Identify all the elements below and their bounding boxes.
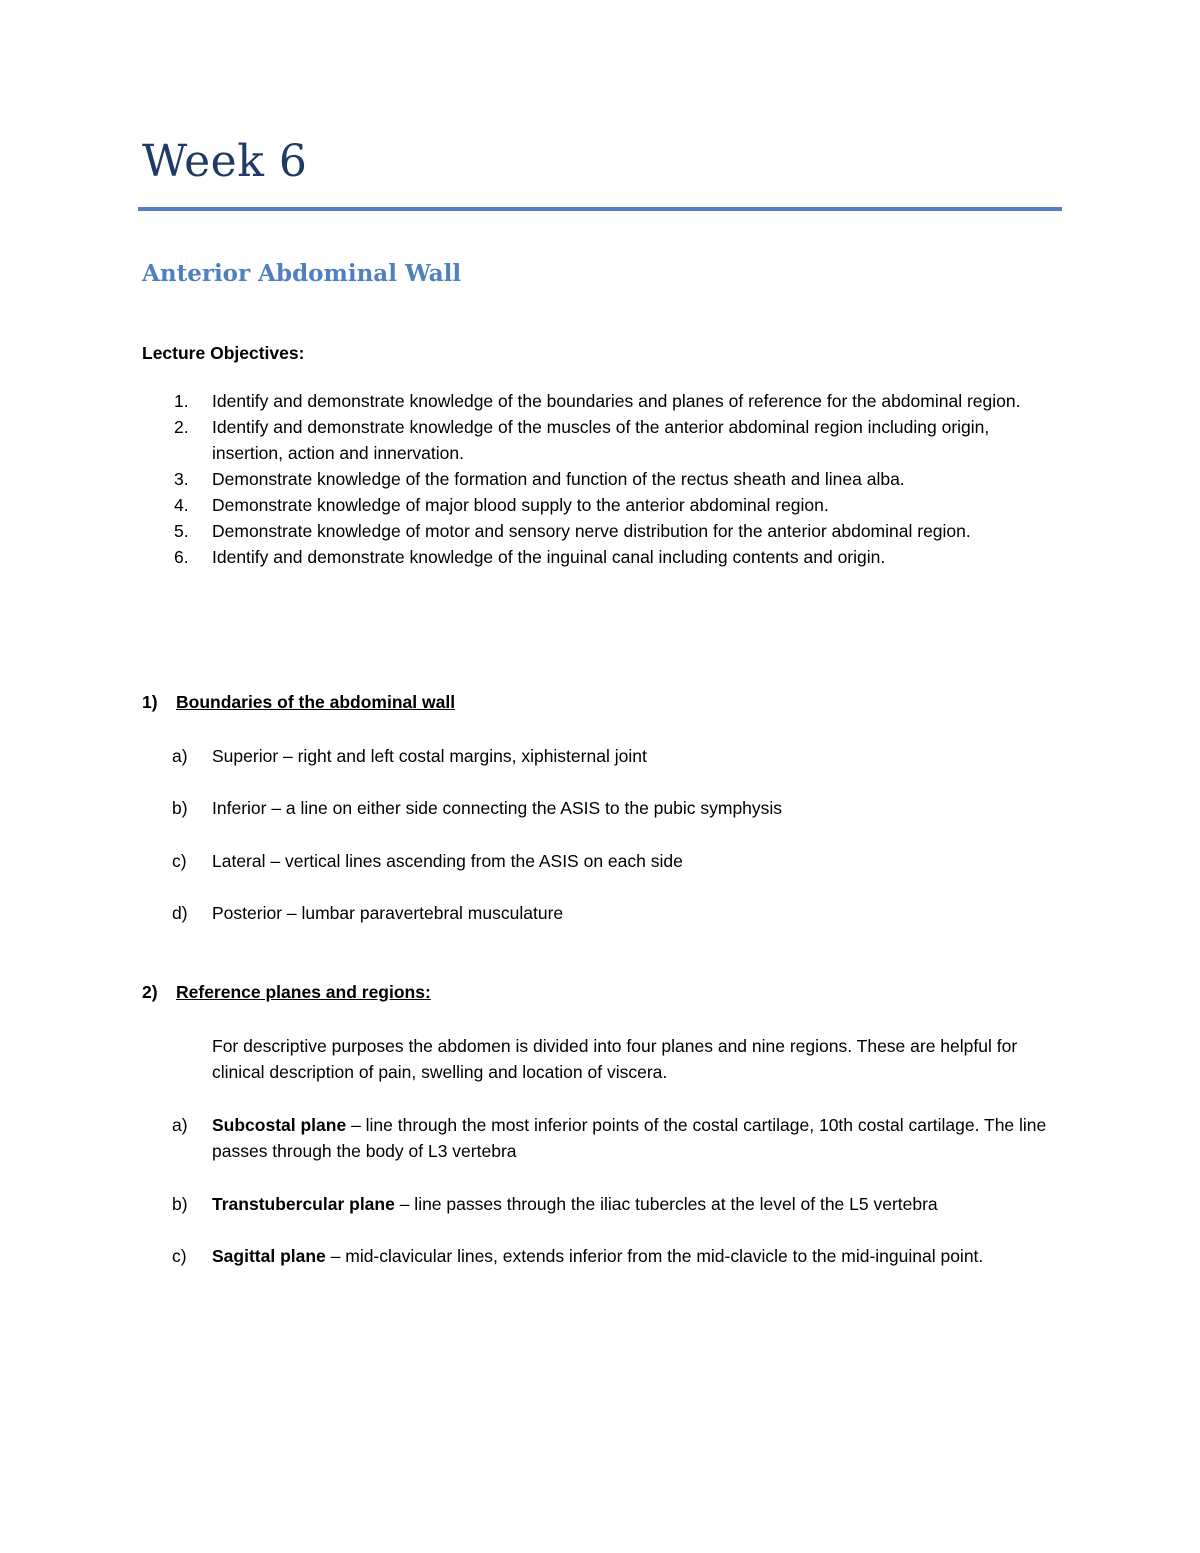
- objective-item: [142, 388, 1062, 414]
- item-letter: c): [172, 1246, 187, 1266]
- objectives-label: Lecture Objectives:: [142, 343, 305, 363]
- section-title: Reference planes and regions:: [176, 982, 431, 1002]
- plane-item: [172, 1191, 1052, 1217]
- section-title: Boundaries of the abdominal wall: [176, 692, 456, 712]
- objective-text: Demonstrate knowledge of motor and sensory nerve distribution for the anterior abdominal region.: [212, 521, 971, 541]
- item-text: – mid-clavicular lines, extends inferior from the mid-clavicle to the mid-inguinal point.: [325, 1246, 984, 1266]
- objective-item: [142, 518, 1062, 544]
- section-2-heading: [142, 982, 431, 1003]
- objective-text: Demonstrate knowledge of the formation and function of the rectus sheath and linea alba.: [212, 469, 905, 489]
- title-underline-rule: [138, 207, 1062, 211]
- objective-number: 1.: [174, 391, 189, 411]
- objective-item: [142, 544, 1062, 570]
- objective-number: 5.: [174, 521, 189, 541]
- objective-number: 6.: [174, 547, 189, 567]
- item-term: Subcostal plane: [212, 1115, 347, 1135]
- item-term: Sagittal plane: [212, 1246, 326, 1266]
- boundary-item: [172, 848, 1052, 874]
- section-intro-paragraph: For descriptive purposes the abdomen is divided into four planes and nine regions. These are helpful for clinical description of pain, swelling and location of viscera.: [212, 1036, 1018, 1082]
- plane-item: [172, 1112, 1052, 1164]
- section-number: 2): [142, 982, 158, 1002]
- item-letter: a): [172, 1115, 188, 1135]
- item-text: – line passes through the iliac tubercles at the level of the L5 vertebra: [394, 1194, 938, 1214]
- objective-number: 4.: [174, 495, 189, 515]
- item-letter: b): [172, 798, 188, 818]
- item-text: Inferior – a line on either side connecting the ASIS to the pubic symphysis: [212, 798, 783, 818]
- objective-text: Demonstrate knowledge of major blood supply to the anterior abdominal region.: [212, 495, 829, 515]
- item-text: – line through the most inferior points of the costal cartilage, 10th costal cartilage. The line passes through the body of L3 vertebra: [212, 1115, 1047, 1161]
- item-letter: d): [172, 903, 188, 923]
- section-number: 1): [142, 692, 158, 712]
- objectives-list: [142, 388, 1062, 570]
- objective-item: [142, 414, 1062, 466]
- objective-item: [142, 492, 1062, 518]
- objective-text: Identify and demonstrate knowledge of the muscles of the anterior abdominal region including origin, insertion, action and innervation.: [212, 417, 990, 463]
- boundary-item: [172, 900, 1052, 926]
- item-letter: b): [172, 1194, 188, 1214]
- objective-number: 3.: [174, 469, 189, 489]
- document-title: Week 6: [142, 136, 308, 187]
- item-body: [172, 1243, 1052, 1269]
- objective-item: [142, 466, 1062, 492]
- item-text: Posterior – lumbar paravertebral musculature: [212, 903, 564, 923]
- item-body: [172, 1112, 1052, 1164]
- objective-number: 2.: [174, 417, 189, 437]
- item-text: Lateral – vertical lines ascending from the ASIS on each side: [212, 851, 683, 871]
- boundary-item: [172, 795, 1052, 821]
- item-body: [172, 1191, 1052, 1217]
- objective-text: Identify and demonstrate knowledge of the inguinal canal including contents and origin.: [212, 547, 886, 567]
- plane-item: [172, 1243, 1052, 1269]
- item-letter: a): [172, 746, 188, 766]
- section-heading: Anterior Abdominal Wall: [142, 260, 462, 287]
- item-term: Transtubercular plane: [212, 1194, 395, 1214]
- objective-text: Identify and demonstrate knowledge of the boundaries and planes of reference for the abdominal region.: [212, 391, 1021, 411]
- boundary-item: [172, 743, 1052, 769]
- item-text: Superior – right and left costal margins, xiphisternal joint: [212, 746, 647, 766]
- item-letter: c): [172, 851, 187, 871]
- section-1-heading: [142, 692, 455, 713]
